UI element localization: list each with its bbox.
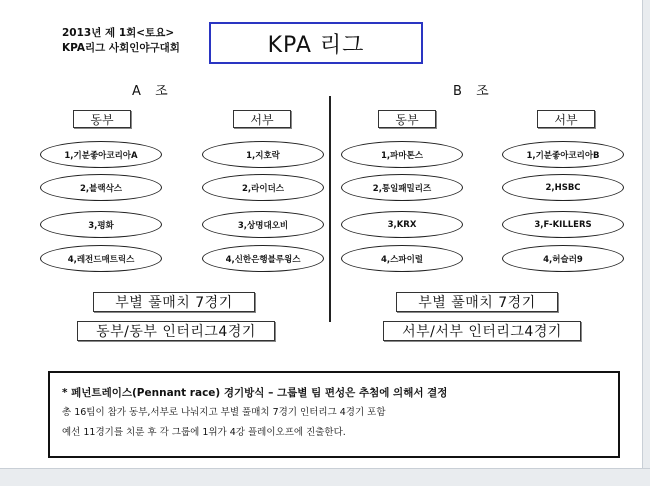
group-a-west-label: 서부: [233, 110, 291, 128]
note-line-1: 총 16팀이 참가 동부,서부로 나눠지고 부별 풀매치 7경기 인터리그 4경기 포함: [62, 407, 386, 418]
team-b-east-4: 4,스파이럴: [341, 245, 463, 272]
page-border-bottom: [0, 468, 650, 486]
note-title: * 페넌트레이스(Pennant race) 경기방식 – 그룹별 팀 편성은 추첨에 의해서 결정: [62, 387, 448, 399]
group-divider: [329, 96, 331, 322]
team-a-east-1: 1,기분좋아코리아A: [40, 141, 162, 168]
event-info: [62, 26, 180, 56]
team-a-west-4: 4,신한은행블루윙스: [202, 245, 324, 272]
team-b-west-4: 4,허슬러9: [502, 245, 624, 272]
team-a-west-2: 2,라이더스: [202, 174, 324, 201]
team-b-west-3: 3,F-KILLERS: [502, 211, 624, 238]
group-b-rule-full-match: 부별 풀매치 7경기: [396, 292, 558, 312]
group-b-east-label: 동부: [378, 110, 436, 128]
event-info-line2: KPA리그 사회인야구대회: [62, 42, 180, 54]
team-a-east-2: 2,블랙삭스: [40, 174, 162, 201]
page-border-right: [642, 0, 650, 468]
team-b-west-1: 1,기분좋아코리아B: [502, 141, 624, 168]
team-b-east-3: 3,KRX: [341, 211, 463, 238]
team-a-east-4: 4,레전드매트릭스: [40, 245, 162, 272]
team-a-east-3: 3,평화: [40, 211, 162, 238]
group-b-label: B 조: [453, 84, 491, 99]
team-b-east-1: 1,파마톤스: [341, 141, 463, 168]
group-b-west-label: 서부: [537, 110, 595, 128]
group-a-rule-interleague: 동부/동부 인터리그4경기: [77, 321, 275, 341]
team-b-east-2: 2,통일패밀리즈: [341, 174, 463, 201]
page-title: KPA 리그: [209, 22, 423, 64]
group-a-rule-full-match: 부별 풀매치 7경기: [93, 292, 255, 312]
group-a-label: A 조: [132, 84, 170, 99]
team-a-west-1: 1,지호락: [202, 141, 324, 168]
group-a-east-label: 동부: [73, 110, 131, 128]
note-line-2: 예선 11경기를 치룬 후 각 그룹에 1위가 4강 플레이오프에 진출한다.: [62, 427, 346, 438]
team-b-west-2: 2,HSBC: [502, 174, 624, 201]
team-a-west-3: 3,상명대오비: [202, 211, 324, 238]
event-info-line1: 2013년 제 1회<토요>: [62, 27, 175, 39]
pennant-race-note: [48, 371, 620, 458]
group-b-rule-interleague: 서부/서부 인터리그4경기: [383, 321, 581, 341]
